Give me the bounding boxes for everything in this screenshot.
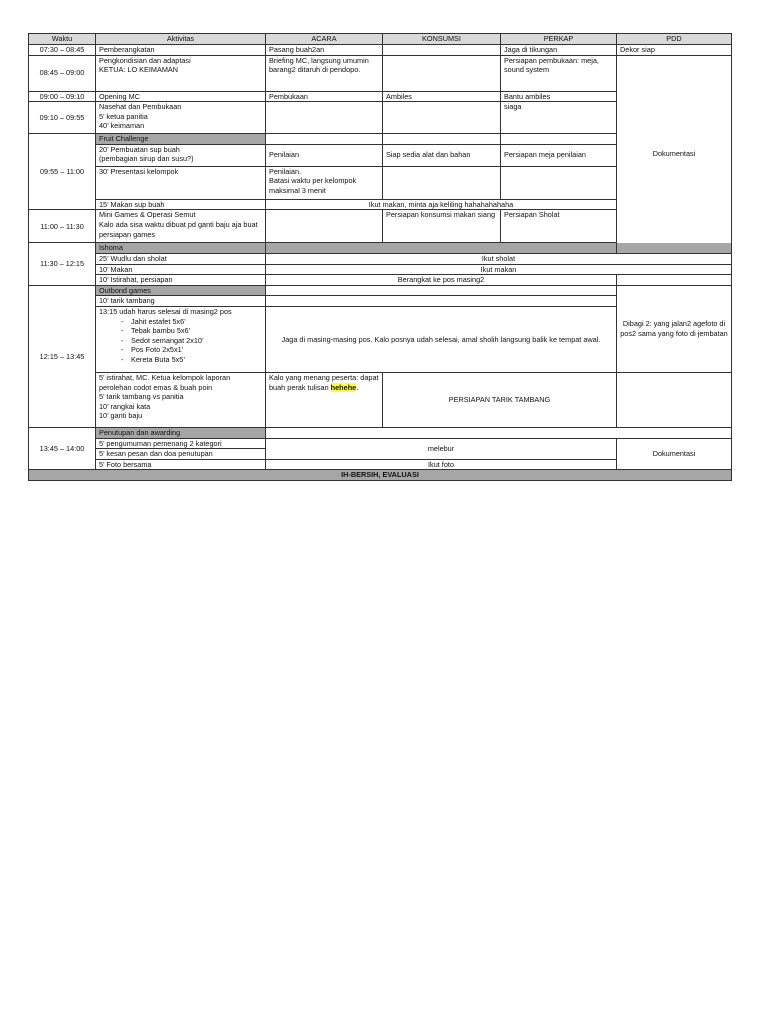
activity-line: 5’ ketua panitia (99, 111, 148, 121)
perkap-cell: siaga (501, 102, 617, 134)
list-item: - Pos Foto 2x5x1’ (121, 345, 262, 355)
konsumsi-cell: Siap sedia alat dan bahan (383, 144, 501, 166)
acara-cell: Briefing MC, langsung umumin barang2 ditaruh di pendopo. (266, 55, 383, 91)
time-cell: 07:30 – 08:45 (29, 45, 96, 56)
activity-cell (96, 372, 266, 427)
header-perkap: PERKAP (501, 34, 617, 45)
time-cell: 09:55 – 11:00 (29, 134, 96, 210)
activity-cell: Pemberangkatan (96, 45, 266, 56)
perkap-cell (501, 166, 617, 199)
acara-text: Kalo yang menang peserta: dapat buah perak tulisan (269, 372, 379, 392)
konsumsi-cell (383, 45, 501, 56)
activity-line: 13:15 udah harus selesai di masing2 pos (99, 306, 232, 316)
activity-line: Pengkondisian dan adaptasi (99, 55, 191, 65)
acara-cell (266, 102, 383, 134)
perkap-cell: Jaga di tikungan (501, 45, 617, 56)
highlight-text: hehehe (330, 382, 357, 392)
acara-cell: Penilaian (266, 144, 383, 166)
list-item: - Tebak bambu 5x6’ (121, 326, 262, 336)
perkap-cell: Persiapan Sholat (501, 210, 617, 243)
activity-line: 10’ ganti baju (99, 411, 143, 421)
acara-cell (266, 166, 383, 199)
list-item: - Kereta Buta 5x5’ (121, 355, 262, 365)
activity-line: KETUA: LO KEIMAMAN (99, 65, 179, 75)
acara-line: Batasi waktu per kelompok maksimal 3 menit (269, 176, 357, 195)
table-row (29, 55, 732, 91)
activity-cell: Opening MC (96, 91, 266, 102)
header-pdd: PDD (617, 34, 732, 45)
activity-cell: 30’ Presentasi kelompok (96, 166, 266, 199)
perkap-cell: Persiapan meja penilaian (501, 144, 617, 166)
activity-line: Mini Games & Operasi Semut (99, 210, 196, 220)
merged-cell: Jaga di masing-masing pos. Kalo posnya udah selesai, amal sholih langsung balik ke tempat awal. (266, 306, 617, 372)
activity-line: 5’ tarik tambang vs panitia (99, 392, 184, 402)
games-list (99, 317, 262, 365)
merged-cell: melebur (266, 438, 617, 459)
table-row (29, 275, 732, 286)
merged-cell: Ikut foto (266, 459, 617, 470)
time-cell: 11:30 – 12:15 (29, 243, 96, 285)
section-title: Outbond games (96, 285, 266, 296)
header-row (29, 34, 732, 45)
activity-cell: 15’ Makan sup buah (96, 199, 266, 210)
activity-line: 40’ keimaman (99, 121, 145, 131)
table-row (29, 438, 732, 449)
section-title: Penutupan dan awarding (96, 427, 266, 438)
konsumsi-cell: Ambiles (383, 91, 501, 102)
time-cell: 13:45 – 14:00 (29, 427, 96, 469)
activity-cell: 10’ tarik tambang (96, 296, 266, 307)
activity-line: 20’ Pembuatan sup buah (99, 144, 180, 154)
activity-cell (96, 144, 266, 166)
time-cell: 12:15 – 13:45 (29, 285, 96, 427)
section-row (29, 285, 732, 296)
activity-cell: 25’ Wudlu dan sholat (96, 253, 266, 264)
acara-cell: Pasang buah2an (266, 45, 383, 56)
activity-line: Nasehat dan Pembukaan (99, 102, 182, 112)
time-cell: 11:00 – 11:30 (29, 210, 96, 243)
section-title: Ishoma (96, 243, 266, 254)
merged-cell: Berangkat ke pos masing2 (266, 275, 617, 286)
activity-line: 10’ rangkai kata (99, 401, 151, 411)
perkap-cell: Bantu ambiles (501, 91, 617, 102)
acara-line: Penilaian. (269, 166, 302, 176)
activity-cell (96, 102, 266, 134)
time-cell: 08:45 – 09:00 (29, 55, 96, 91)
activity-cell (96, 55, 266, 91)
merged-cell: Ikut sholat (266, 253, 732, 264)
merged-cell: Ikut makan (266, 264, 732, 275)
merged-cell: Ikut makan, minta aja keliling hahahahahaha (266, 199, 617, 210)
section-title: Fruit Challenge (96, 134, 266, 145)
header-aktivitas: Aktivitas (96, 34, 266, 45)
footer-row (29, 470, 732, 481)
pdd-cell: Dokumentasi (617, 438, 732, 470)
activity-line: (pembagian sirup dan susu?) (99, 154, 194, 164)
acara-cell: Pembukaan (266, 91, 383, 102)
table-row (29, 372, 732, 427)
pdd-cell: Dibagi 2: yang jalan2 agefoto di pos2 sama yang foto di jembatan (617, 285, 732, 372)
time-cell: 09:10 – 09:55 (29, 102, 96, 134)
pdd-cell: Dekor siap (617, 45, 732, 56)
time-cell: 09:00 – 09:10 (29, 91, 96, 102)
rundown-table (28, 33, 732, 481)
table-row (29, 253, 732, 264)
header-waktu: Waktu (29, 34, 96, 45)
acara-cell: Kalo yang menang peserta: dapat buah perak tulisan hehehe. (266, 372, 383, 427)
footer-text: IH-BERSIH, EVALUASI (29, 470, 732, 481)
list-item: - Sedot semangat 2x10’ (121, 336, 262, 346)
acara-cell (266, 210, 383, 243)
activity-cell: 5’ Foto bersama (96, 459, 266, 470)
konsumsi-cell (383, 166, 501, 199)
pdd-documentation-cell: Dokumentasi (617, 55, 732, 253)
activity-cell: 5’ kesan pesan dan doa penutupan (96, 449, 266, 460)
section-row (29, 427, 732, 438)
perkap-cell: Persiapan pembukaan: meja, sound system (501, 55, 617, 91)
section-row (29, 243, 732, 254)
table-row (29, 45, 732, 56)
activity-line: Kalo ada sisa waktu dibuat pd ganti baju aja buat persiapan games (99, 219, 258, 239)
activity-cell: 10’ Istirahat, persiapan (96, 275, 266, 286)
konsumsi-cell (383, 55, 501, 91)
rundown-sheet (28, 33, 731, 481)
header-acara: ACARA (266, 34, 383, 45)
konsumsi-cell (383, 102, 501, 134)
header-konsumsi: KONSUMSI (383, 34, 501, 45)
activity-cell (96, 306, 266, 372)
activity-cell: 10’ Makan (96, 264, 266, 275)
merged-cell: PERSIAPAN TARIK TAMBANG (383, 372, 617, 427)
konsumsi-cell: Persiapan konsumsi makan siang (383, 210, 501, 243)
table-row (29, 264, 732, 275)
activity-cell (96, 210, 266, 243)
activity-cell: 5’ pengumuman pemenang 2 kategori (96, 438, 266, 449)
activity-line: 5’ istirahat, MC. Ketua kelompok laporan perolehan codot emas & buah poin (99, 372, 231, 392)
list-item: - Jahit estafet 5x6’ (121, 317, 262, 327)
